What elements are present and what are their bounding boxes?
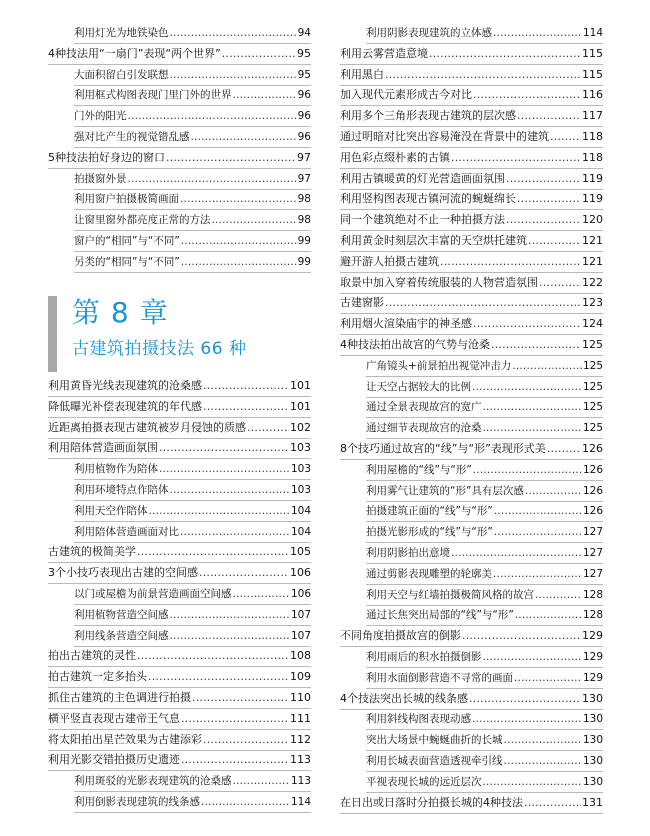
toc-entry <box>366 418 603 439</box>
dot-leader <box>517 189 581 209</box>
toc-entry <box>366 481 603 502</box>
toc-entry-title: 强对比产生的视觉错乱感 <box>74 131 190 143</box>
dot-leader <box>128 169 297 189</box>
toc-entry-title: 古建窗影 <box>340 296 384 310</box>
dot-leader <box>148 667 289 687</box>
toc-entry-page: 113 <box>290 753 311 767</box>
toc-entry-title: 利用框式构图表现门里门外的世界 <box>74 89 232 102</box>
toc-entry <box>48 730 311 751</box>
toc-entry-title: 利用多个三角形表现古建筑的层次感 <box>340 109 516 123</box>
toc-entry-page: 99 <box>297 255 311 268</box>
toc-entry-title: 拍出古建筑的灵性 <box>48 649 136 663</box>
toc-entry-page: 125 <box>582 380 603 393</box>
toc-entry-page: 118 <box>582 150 603 164</box>
toc-entry <box>340 335 603 356</box>
dot-leader <box>517 106 581 126</box>
toc-entry-page: 131 <box>582 795 603 809</box>
toc-entry-title: 利用植物作为陪体 <box>74 463 158 476</box>
dot-leader <box>233 771 290 791</box>
toc-entry-page: 103 <box>290 484 311 496</box>
toc-entry-title: 利用黄金时刻层次丰富的天空烘托建筑 <box>340 234 527 247</box>
toc-entry-title: 同一个建筑绝对不止一种拍摄方法 <box>340 213 505 227</box>
toc-entry-title: 利用黑白 <box>340 67 384 81</box>
toc-entry-page: 119 <box>582 192 603 206</box>
toc-entry <box>366 564 603 585</box>
dot-leader <box>524 793 581 813</box>
toc-entry-title: 利用雨后的积水拍摄倒影 <box>366 651 482 663</box>
dot-leader <box>462 626 581 646</box>
toc-entry-title: 加入现代元素形成古今对比 <box>340 88 472 102</box>
toc-entry-page: 127 <box>582 526 603 539</box>
dot-leader <box>504 751 582 771</box>
toc-entry-title: 8个技巧通过故宫的“线”与“形”表现形式美 <box>340 442 546 455</box>
toc-entry-title: 利用烟火渲染庙宇的神圣感 <box>340 317 472 331</box>
toc-entry <box>366 751 603 772</box>
dot-leader <box>550 127 581 147</box>
toc-entry-page: 107 <box>290 608 311 621</box>
toc-entry-title: 利用陪体营造画面氛围 <box>48 441 158 455</box>
toc-entry <box>74 231 311 252</box>
dot-leader <box>201 792 290 812</box>
toc-entry-title: 利用植物营造空间感 <box>74 608 169 621</box>
toc-entry <box>366 668 603 689</box>
dot-leader <box>547 439 581 459</box>
dot-leader <box>451 148 581 168</box>
dot-leader <box>451 543 582 563</box>
dot-leader <box>473 460 582 480</box>
toc-entry-title: 利用阴影拍出意境 <box>366 547 450 559</box>
toc-entry-page: 112 <box>290 732 311 746</box>
toc-entry <box>366 772 603 793</box>
toc-entry-title: 拍古建筑一定多抬头 <box>48 670 147 684</box>
toc-entry-title: 利用竖构图表现古镇河流的蜿蜒绵长 <box>340 192 516 206</box>
dot-leader <box>539 273 581 293</box>
toc-entry-title: 广角镜头+前景拍出视觉冲击力 <box>366 359 512 372</box>
dot-leader <box>483 397 582 417</box>
dot-leader <box>494 522 582 542</box>
dot-leader <box>159 438 289 458</box>
toc-entry-page: 114 <box>582 27 603 39</box>
dot-leader <box>128 106 297 126</box>
toc-entry <box>74 459 311 480</box>
toc-entry <box>340 231 603 252</box>
toc-entry-page: 104 <box>290 525 311 538</box>
toc-entry-title: 利用陪体营造画面对比 <box>74 525 179 538</box>
toc-entry-title: 利用屋檐的“线”与“形” <box>366 463 472 476</box>
toc-entry-page: 116 <box>582 88 603 102</box>
dot-leader <box>181 709 289 729</box>
toc-entry <box>340 148 603 169</box>
toc-entry-page: 126 <box>582 484 603 497</box>
toc-entry-page: 113 <box>290 775 311 788</box>
toc-entry-page: 115 <box>582 46 603 60</box>
toc-entry-title: 通过全景表现故宫的宽广 <box>366 401 482 414</box>
dot-leader <box>181 750 289 770</box>
toc-entry <box>340 793 603 814</box>
toc-entry-page: 128 <box>582 588 603 601</box>
toc-entry <box>48 148 311 169</box>
toc-entry <box>74 127 311 148</box>
toc-entry <box>340 252 603 273</box>
dot-leader <box>222 44 296 64</box>
toc-entry-title: 平视表现长城的远近层次 <box>366 775 482 788</box>
toc-entry-title: 3个小技巧表现出古建的空间感 <box>48 566 198 580</box>
toc-entry-title: 另类的“相同”与“不同” <box>74 255 180 268</box>
toc-entry-title: 不同角度拍摄故宫的倒影 <box>340 629 461 643</box>
dot-leader <box>166 148 296 168</box>
dot-leader <box>512 356 582 376</box>
toc-entry-title: 在日出或日落时分拍摄长城的4种技法 <box>340 795 523 809</box>
dot-leader <box>483 418 582 438</box>
toc-entry <box>48 750 311 771</box>
toc-entry-title: 5种技法拍好身边的窗口 <box>48 150 165 164</box>
toc-entry <box>340 439 603 460</box>
toc-entry-title: 拍摄光影形成的“线”与“形” <box>366 526 493 539</box>
dot-leader <box>493 23 582 43</box>
toc-entry <box>74 626 311 647</box>
toc-entry-page: 117 <box>582 109 603 123</box>
toc-entry <box>366 730 603 751</box>
toc-entry <box>74 501 311 522</box>
toc-entry-page: 129 <box>582 629 603 643</box>
toc-entry-page: 123 <box>582 296 603 310</box>
toc-entry-page: 127 <box>582 567 603 580</box>
dot-leader <box>491 335 581 355</box>
toc-entry <box>340 189 603 210</box>
dot-leader <box>180 522 290 542</box>
toc-entry <box>366 377 603 398</box>
toc-entry-title: 突出大场景中蜿蜒曲折的长城 <box>366 734 503 747</box>
toc-entry-title: 利用倒影表现建筑的线条感 <box>74 796 200 808</box>
toc-entry-page: 126 <box>582 505 603 518</box>
toc-entry-page: 122 <box>582 275 603 289</box>
dot-leader <box>493 564 582 584</box>
dot-leader <box>247 418 289 438</box>
dot-leader <box>385 293 581 313</box>
toc-entry-page: 105 <box>290 545 311 559</box>
toc-entry <box>340 689 603 710</box>
toc-entry-title: 利用古镇暖黄的灯光营造画面氛围 <box>340 171 505 185</box>
toc-entry-title: 利用天空与红墙拍摄极简风格的故宫 <box>366 588 534 601</box>
toc-entry-title: 以门或屋檐为前景营造画面空间感 <box>74 588 232 600</box>
toc-entry-page: 115 <box>582 67 603 81</box>
toc-entry <box>48 397 311 418</box>
toc-entry-page: 108 <box>290 649 311 663</box>
toc-entry <box>74 210 311 231</box>
toc-entry <box>366 356 603 377</box>
chapter-header <box>48 296 318 372</box>
dot-leader <box>440 252 581 272</box>
toc-entry <box>340 85 603 106</box>
toc-entry <box>74 106 311 127</box>
dot-leader <box>483 647 582 667</box>
dot-leader <box>504 730 582 750</box>
toc-entry-page: 110 <box>290 691 311 704</box>
toc-entry <box>366 397 603 418</box>
toc-entry-page: 130 <box>582 734 603 747</box>
dot-leader <box>149 501 290 521</box>
toc-entry-title: 避开游人拍摄古建筑 <box>340 254 439 268</box>
dot-leader <box>203 397 289 417</box>
toc-entry-title: 通过长焦突出局部的“线”与“形” <box>366 609 514 622</box>
toc-entry-page: 126 <box>582 463 603 476</box>
toc-entry-title: 4种技法拍出故宫的气势与沧桑 <box>340 338 490 351</box>
dot-leader <box>506 169 581 189</box>
toc-entry <box>74 85 311 106</box>
toc-entry-page: 103 <box>290 463 311 476</box>
toc-entry-title: 利用黄昏光线表现建筑的沧桑感 <box>48 379 202 392</box>
dot-leader <box>191 127 297 147</box>
toc-entry-title: 4种技法用“一扇门”表现“两个世界” <box>48 46 221 60</box>
chapter-subheading: 古建筑拍摄技法 66 种 <box>72 339 247 359</box>
toc-entry-page: 98 <box>297 193 311 206</box>
toc-entry <box>340 65 603 86</box>
toc-entry <box>48 542 311 563</box>
toc-entry-page: 107 <box>290 629 311 642</box>
dot-leader <box>494 501 582 521</box>
toc-entry-page: 97 <box>297 150 311 164</box>
toc-entry-page: 127 <box>582 547 603 559</box>
toc-entry-page: 130 <box>582 691 603 705</box>
toc-entry-page: 129 <box>582 651 603 663</box>
dot-leader <box>181 231 297 251</box>
toc-entry-page: 124 <box>582 317 603 331</box>
toc-entry <box>340 169 603 190</box>
toc-entry-page: 111 <box>290 711 311 725</box>
toc-entry-title: 利用线条营造空间感 <box>74 629 169 642</box>
toc-entry-page: 103 <box>290 441 311 455</box>
toc-entry <box>366 605 603 626</box>
toc-entry-page: 109 <box>290 670 311 684</box>
toc-entry <box>74 480 311 501</box>
toc-entry-page: 96 <box>297 110 311 123</box>
dot-leader <box>192 688 289 708</box>
toc-entry-page: 101 <box>290 399 311 413</box>
toc-entry-title: 让天空占据较大的比例 <box>366 380 471 393</box>
dot-leader <box>203 376 289 396</box>
toc-entry <box>340 273 603 294</box>
toc-entry-title: 降低曝光补偿表现建筑的年代感 <box>48 399 202 413</box>
toc-entry-title: 通过明暗对比突出容易淹没在背景中的建筑 <box>340 130 549 143</box>
toc-entry <box>74 792 311 813</box>
toc-entry-title: 大面积留白引发联想 <box>74 68 169 81</box>
toc-entry <box>48 688 311 709</box>
dot-leader <box>514 668 582 688</box>
dot-leader <box>515 605 582 625</box>
dot-leader <box>137 542 289 562</box>
toc-entry-page: 130 <box>582 775 603 788</box>
toc-entry-page: 96 <box>297 131 311 143</box>
dot-leader <box>170 23 297 43</box>
toc-entry <box>48 376 311 397</box>
toc-entry-title: 利用雾气让建筑的“形”具有层次感 <box>366 484 524 497</box>
dot-leader <box>483 772 582 792</box>
toc-entry-title: 利用水面倒影营造不寻常的画面 <box>366 671 513 684</box>
toc-entry-title: 利用云雾营造意境 <box>340 46 428 60</box>
toc-entry-title: 拍摄窗外景 <box>74 172 127 185</box>
toc-entry <box>366 23 603 44</box>
toc-entry-page: 121 <box>582 254 603 268</box>
dot-leader <box>170 605 290 625</box>
toc-entry-page: 120 <box>582 213 603 227</box>
toc-entry-page: 106 <box>290 588 311 600</box>
toc-entry-title: 通过细节表现故宫的沧桑 <box>366 422 482 435</box>
toc-entry <box>366 709 603 730</box>
toc-entry <box>48 646 311 667</box>
toc-entry-title: 利用天空作陪体 <box>74 504 148 517</box>
toc-entry <box>366 647 603 668</box>
toc-entry <box>74 584 311 605</box>
toc-entry <box>340 106 603 127</box>
toc-entry-title: 取景中加入穿着传统服装的人物营造氛围 <box>340 275 538 289</box>
dot-leader <box>181 252 297 272</box>
dot-leader <box>472 709 582 729</box>
dot-leader <box>233 85 297 105</box>
toc-entry-page: 114 <box>290 796 311 808</box>
toc-entry-page: 125 <box>582 338 603 351</box>
toc-entry-page: 102 <box>290 420 311 434</box>
toc-entry-page: 126 <box>582 442 603 455</box>
toc-entry-page: 104 <box>290 504 311 517</box>
toc-entry-page: 118 <box>582 130 603 143</box>
toc-entry <box>48 418 311 439</box>
toc-entry-page: 128 <box>582 609 603 622</box>
toc-entry-page: 130 <box>582 713 603 726</box>
dot-leader <box>506 210 581 230</box>
toc-entry-page: 125 <box>582 401 603 414</box>
toc-entry-page: 129 <box>582 671 603 684</box>
toc-entry-title: 利用斑驳的光影表现建筑的沧桑感 <box>74 775 232 788</box>
toc-entry-title: 门外的阳光 <box>74 110 127 123</box>
dot-leader <box>472 377 582 397</box>
toc-entry-page: 101 <box>290 379 311 392</box>
toc-entry <box>366 585 603 606</box>
toc-entry-title: 横平竖直表现古建帝王气息 <box>48 711 180 725</box>
toc-entry <box>74 169 311 190</box>
toc-entry <box>74 189 311 210</box>
toc-entry <box>340 44 603 65</box>
dot-leader <box>180 189 297 209</box>
toc-entry-page: 97 <box>297 172 311 185</box>
toc-entry-title: 通过剪影表现雕塑的轮廓美 <box>366 567 492 580</box>
toc-entry-title: 利用光影交错拍摄历史遗迹 <box>48 753 180 767</box>
toc-entry <box>74 252 311 273</box>
toc-entry-title: 抓住古建筑的主色调进行拍摄 <box>48 691 191 704</box>
chapter-accent-bar <box>48 296 57 372</box>
toc-entry <box>74 65 311 86</box>
toc-entry-title: 利用阴影表现建筑的立体感 <box>366 27 492 39</box>
toc-entry <box>366 460 603 481</box>
toc-entry-title: 利用窗户拍摄极简画面 <box>74 193 179 206</box>
toc-entry <box>340 314 603 335</box>
toc-entry-title: 利用斜线构图表现动感 <box>366 713 471 726</box>
toc-entry <box>48 438 311 459</box>
dot-leader <box>385 65 581 85</box>
toc-entry-page: 121 <box>582 234 603 247</box>
toc-entry <box>74 23 311 44</box>
toc-entry <box>74 522 311 543</box>
toc-entry <box>366 543 603 564</box>
dot-leader <box>469 689 581 709</box>
toc-entry-page: 95 <box>297 46 311 60</box>
dot-leader <box>170 480 290 500</box>
toc-entry-page: 125 <box>582 422 603 435</box>
toc-entry <box>340 626 603 647</box>
toc-entry-title: 古建筑的极简美学 <box>48 545 136 559</box>
toc-entry <box>74 771 311 792</box>
toc-entry <box>340 210 603 231</box>
toc-entry-page: 125 <box>582 359 603 372</box>
dot-leader <box>429 44 581 64</box>
toc-entry-page: 95 <box>297 68 311 81</box>
toc-entry <box>48 709 311 730</box>
dot-leader <box>137 646 289 666</box>
toc-entry-page: 106 <box>290 566 311 580</box>
dot-leader <box>199 563 289 583</box>
toc-entry-page: 99 <box>297 235 311 247</box>
toc-entry <box>48 667 311 688</box>
toc-entry-page: 98 <box>297 214 311 227</box>
dot-leader <box>203 730 289 750</box>
toc-entry <box>48 44 311 65</box>
dot-leader <box>473 314 581 334</box>
toc-entry-title: 让窗里窗外都亮度正常的方法 <box>74 214 211 227</box>
toc-entry-title: 将太阳拍出星芒效果为古建添彩 <box>48 732 202 746</box>
dot-leader <box>525 481 582 501</box>
toc-entry-title: 4个技法突出长城的线条感 <box>340 691 468 705</box>
chapter-heading: 第 8 章 <box>72 296 169 329</box>
toc-entry-page: 96 <box>297 89 311 102</box>
toc-entry <box>366 501 603 522</box>
toc-entry-title: 窗户的“相同”与“不同” <box>74 235 180 247</box>
toc-entry-page: 119 <box>582 171 603 185</box>
toc-entry-page: 130 <box>582 755 603 767</box>
toc-entry <box>74 605 311 626</box>
toc-entry-title: 近距离拍摄表现古建筑被岁月侵蚀的质感 <box>48 420 246 434</box>
toc-entry <box>366 522 603 543</box>
toc-entry-page: 94 <box>297 27 311 39</box>
dot-leader <box>473 85 581 105</box>
dot-leader <box>170 65 297 85</box>
toc-entry-title: 利用长城表面营造透视牵引线 <box>366 755 503 767</box>
toc-entry-title: 拍摄建筑正面的“线”与“形” <box>366 505 493 518</box>
dot-leader <box>159 459 290 479</box>
toc-entry-title: 用色彩点缀朴素的古镇 <box>340 150 450 164</box>
toc-entry <box>340 127 603 148</box>
dot-leader <box>535 585 582 605</box>
dot-leader <box>212 210 297 230</box>
toc-entry <box>340 293 603 314</box>
toc-entry-title: 利用灯光为地铁染色 <box>74 27 169 39</box>
dot-leader <box>528 231 581 251</box>
dot-leader <box>233 584 290 604</box>
toc-entry-title: 利用环境特点作陪体 <box>74 484 169 496</box>
toc-entry <box>48 563 311 584</box>
dot-leader <box>170 626 290 646</box>
